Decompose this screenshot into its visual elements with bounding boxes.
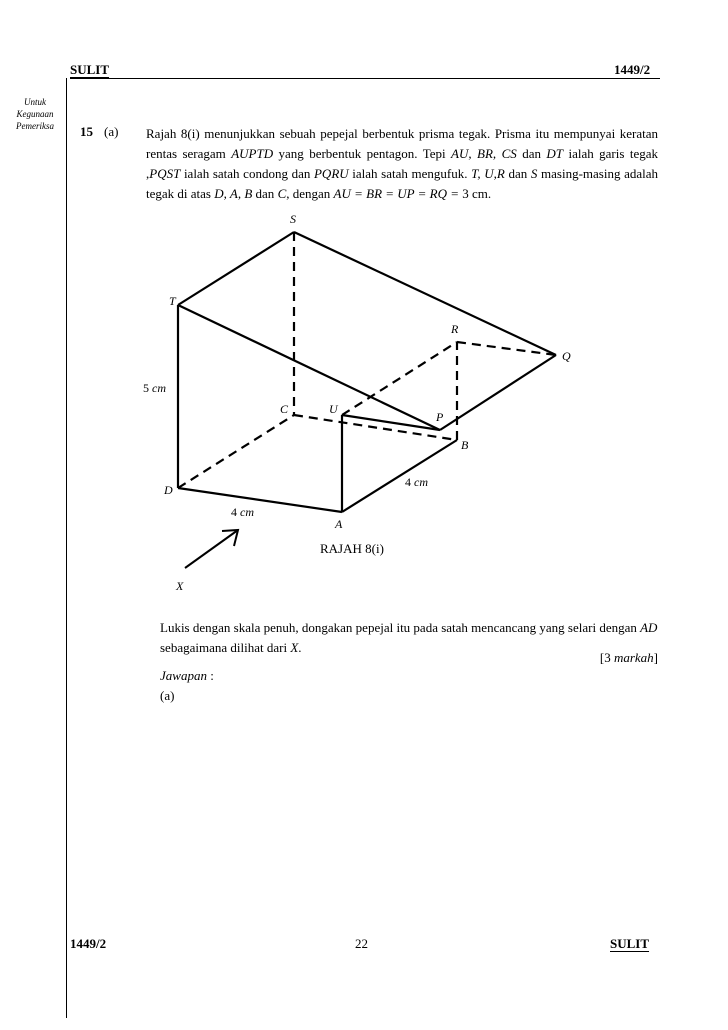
edge-UR — [342, 342, 457, 415]
answer-part: (a) — [160, 688, 175, 703]
footer-code: 1449/2 — [70, 936, 107, 951]
label-R: R — [451, 322, 459, 336]
q-auptd: AUPTD — [231, 146, 274, 161]
answer-label-word: Jawapan — [160, 668, 207, 683]
q-text-9: dan — [252, 186, 278, 201]
marks-open: [ — [599, 650, 605, 665]
q-pqst: PQST — [149, 166, 181, 181]
q-text-6: ialah satah mengufuk. — [348, 166, 472, 181]
answer-label — [160, 668, 214, 684]
q-tur: T, U,R — [471, 166, 505, 181]
edge-DC — [178, 415, 294, 488]
q-text-11: 3 cm. — [459, 186, 492, 201]
label-B: B — [461, 438, 469, 452]
q-dt: DT — [546, 146, 564, 161]
label-D: D — [164, 483, 173, 497]
examiner-note-line1: Untuk — [24, 97, 46, 107]
edge-SQ — [294, 232, 556, 355]
label-A: A — [335, 517, 343, 531]
q-text-1: Rajah 8(i) menunjukkan sebuah pepejal berbentuk prisma tegak. Prisma itu mempunyai keratan rentas seragam — [146, 126, 658, 161]
q-equalities: AU = BR = UP = RQ = — [333, 186, 460, 201]
dim-4cm-ab-num: 4 — [405, 475, 411, 489]
dim-5cm-unit: cm — [152, 381, 166, 395]
dim-4cm-ab — [405, 475, 428, 489]
edge-TS — [178, 232, 294, 305]
marks — [600, 650, 658, 666]
label-T: T — [169, 294, 176, 308]
instr-text-1: Lukis dengan skala penuh, dongakan pepejal itu pada satah mencancang yang selari dengan — [160, 620, 641, 635]
label-C: C — [280, 402, 289, 416]
label-Q: Q — [562, 349, 571, 363]
q-text-7: dan — [504, 166, 531, 181]
q-text-5: ialah satah condong dan — [180, 166, 314, 181]
dim-4cm-ab-unit: cm — [414, 475, 428, 489]
q-s: S — [530, 166, 538, 181]
examiner-note-line3: Pemeriksa — [16, 121, 54, 131]
dim-4cm-da-unit: cm — [240, 505, 254, 519]
q-edges1: AU, BR, CS — [451, 146, 517, 161]
label-U: U — [329, 402, 338, 416]
q-pqru: PQRU — [313, 166, 349, 181]
dim-5cm — [143, 381, 166, 395]
instr-text-3: . — [298, 640, 302, 655]
dim-5cm-num: 5 — [143, 381, 149, 395]
label-X: X — [176, 579, 184, 593]
instr-text-2: sebagaimana dilihat dari — [160, 640, 291, 655]
q-text-10: , dengan — [286, 186, 334, 201]
header-code: 1449/2 — [614, 62, 651, 77]
arrow-shaft — [185, 530, 238, 568]
figure-caption: RAJAH 8(i) — [320, 541, 384, 556]
header-sulit: SULIT — [70, 62, 110, 77]
question-number: 15 — [80, 124, 93, 139]
edge-AB — [342, 440, 457, 512]
dim-4cm-da-num: 4 — [231, 505, 237, 519]
q-c: C — [277, 186, 287, 201]
marks-num: 3 — [604, 650, 611, 665]
solid-edges — [178, 232, 556, 512]
page-number: 22 — [355, 936, 368, 951]
label-P: P — [436, 410, 444, 424]
instruction-text — [160, 618, 658, 658]
question-part: (a) — [104, 124, 119, 139]
marks-word: markah — [613, 650, 654, 665]
answer-label-colon: : — [206, 668, 214, 683]
dim-4cm-da — [231, 505, 254, 519]
q-text-3: dan — [516, 146, 547, 161]
edge-DA — [178, 488, 342, 512]
instr-ad: AD — [640, 620, 658, 635]
instr-x: X — [290, 640, 299, 655]
edge-TP — [178, 305, 440, 430]
q-text-4: ialah garis tegak , — [146, 146, 658, 181]
q-text-2: yang berbentuk pentagon. Tepi — [273, 146, 452, 161]
examiner-note-line2: Kegunaan — [16, 109, 54, 119]
view-arrow — [185, 530, 238, 568]
q-dabc: D, A, B — [214, 186, 253, 201]
label-S: S — [290, 212, 296, 226]
footer-sulit: SULIT — [610, 936, 650, 951]
marks-close: ] — [653, 650, 658, 665]
q-text-8: masing-masing adalah tegak di atas — [146, 166, 659, 201]
